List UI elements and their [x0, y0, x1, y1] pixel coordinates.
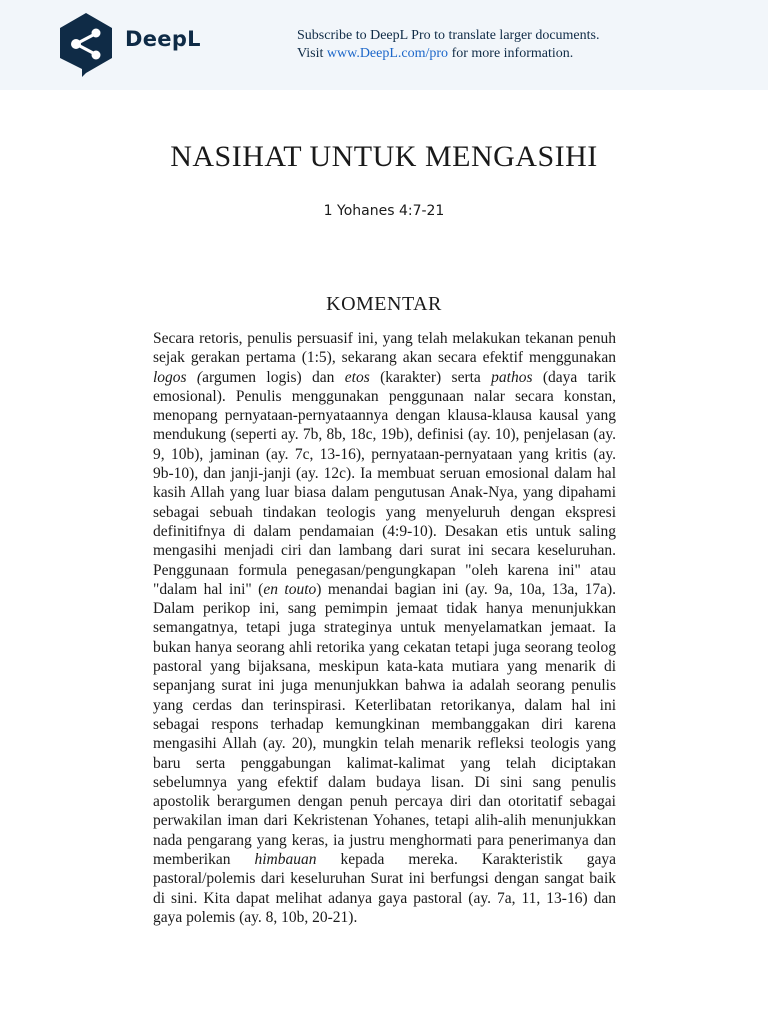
term-logos: logos (: [153, 368, 203, 386]
term-en-touto: en touto: [263, 580, 317, 598]
deepl-banner: [0, 0, 768, 90]
promo-line-1: Subscribe to DeepL Pro to translate larger documents.: [297, 28, 600, 43]
paragraph-text: (karakter) serta: [369, 368, 492, 386]
promo-visit-text: Visit: [297, 46, 327, 61]
section-heading: KOMENTAR: [326, 293, 442, 315]
pro-promo-message: [297, 27, 599, 63]
promo-info-text: for more information.: [448, 46, 574, 61]
term-himbauan: himbauan: [254, 851, 317, 869]
term-etos: etos: [344, 368, 370, 386]
paragraph-text: ) menandai bagian ini (ay. 9a, 10a, 13a, 17a). Dalam perikop ini, sang pemimpin jemaat tidak hanya menunjukkan semangatnya, tetapi juga strateginya untuk menyelamatkan jemaat. Ia bukan hanya seorang ahli retorika yang cekatan tetapi juga seorang teolog pastoral yang bijaksana, meskipun kata-kata mutiara yang menarik di sepanjang surat ini juga menunjukkan bahwa ia adalah seorang penulis yang cerdas dan terinspirasi. Keterlibatan retorikanya, dalam hal ini sebagai respons terhadap kemungkinan membanggakan diri karena mengasihi Allah (ay. 20), mungkin telah menarik refleksi teologis yang baru serta penggabungan kalimat-kalimat yang telah diciptakan sebelumnya yang efektif dalam budaya lisan. Di sini sang penulis apostolik berargumen dengan penuh percaya diri dan otoritatif sebagai perwakilan iman dari Kekristenan Yohanes, tetapi alih-alih menunjukkan nada pengarang yang keras, ia justru menghormati para penerimanya dan memberikan: [153, 580, 616, 869]
deepl-share-icon[interactable]: [56, 11, 116, 79]
paragraph-text: kepada mereka. Karakteristik gaya pastoral/polemis dari keseluruhan Surat ini berfungsi dengan sangat baik di sini. Kita dapat melihat adanya gaya pastoral (ay. 7a, 11, 13-16) dan gaya polemis (ay. 8, 10b, 20-21).: [153, 851, 616, 926]
deepl-brand-name[interactable]: DeepL: [125, 27, 201, 51]
deepl-pro-link[interactable]: www.DeepL.com/pro: [326, 46, 449, 61]
promo-line-2: [297, 45, 599, 63]
paragraph-text: (daya tarik emosional). Penulis menggunakan penggunaan nalar secara konstan, menopang pernyataan-pernyataannya dengan klausa-klausa kausal yang mendukung (seperti ay. 7b, 8b, 18c, 19b), definisi (ay. 10), penjelasan (ay. 9, 10b), jaminan (ay. 7c, 13-16), pernyataan-pernyataan yang kritis (ay. 9b-10), dan janji-janji (ay. 12c). Ia membuat seruan emosional dalam hal kasih Allah yang luar biasa dalam pengutusan Anak-Nya, yang dipahami sebagai sebuah tindakan teologis yang menyeluruh dengan ekspresi definitifnya di dalam pendamaian (4:9-10). Desakan etis untuk saling mengasihi menjadi ciri dan lambang dari surat ini secara keseluruhan. Penggunaan formula penegasan/pengungkapan "oleh karena ini" atau "dalam hal ini" (: [153, 368, 617, 598]
paragraph-text: Secara retoris, penulis persuasif ini, yang telah melakukan tekanan penuh sejak gerakan pertama (1:5), sekarang akan secara efektif menggunakan: [153, 330, 616, 367]
paragraph-text: argumen logis) dan: [202, 368, 345, 386]
scripture-reference: 1 Yohanes 4:7-21: [323, 203, 445, 219]
term-pathos: pathos: [491, 368, 533, 386]
document-title: NASIHAT UNTUK MENGASIHI: [170, 140, 598, 173]
commentary-paragraph: [153, 329, 616, 927]
